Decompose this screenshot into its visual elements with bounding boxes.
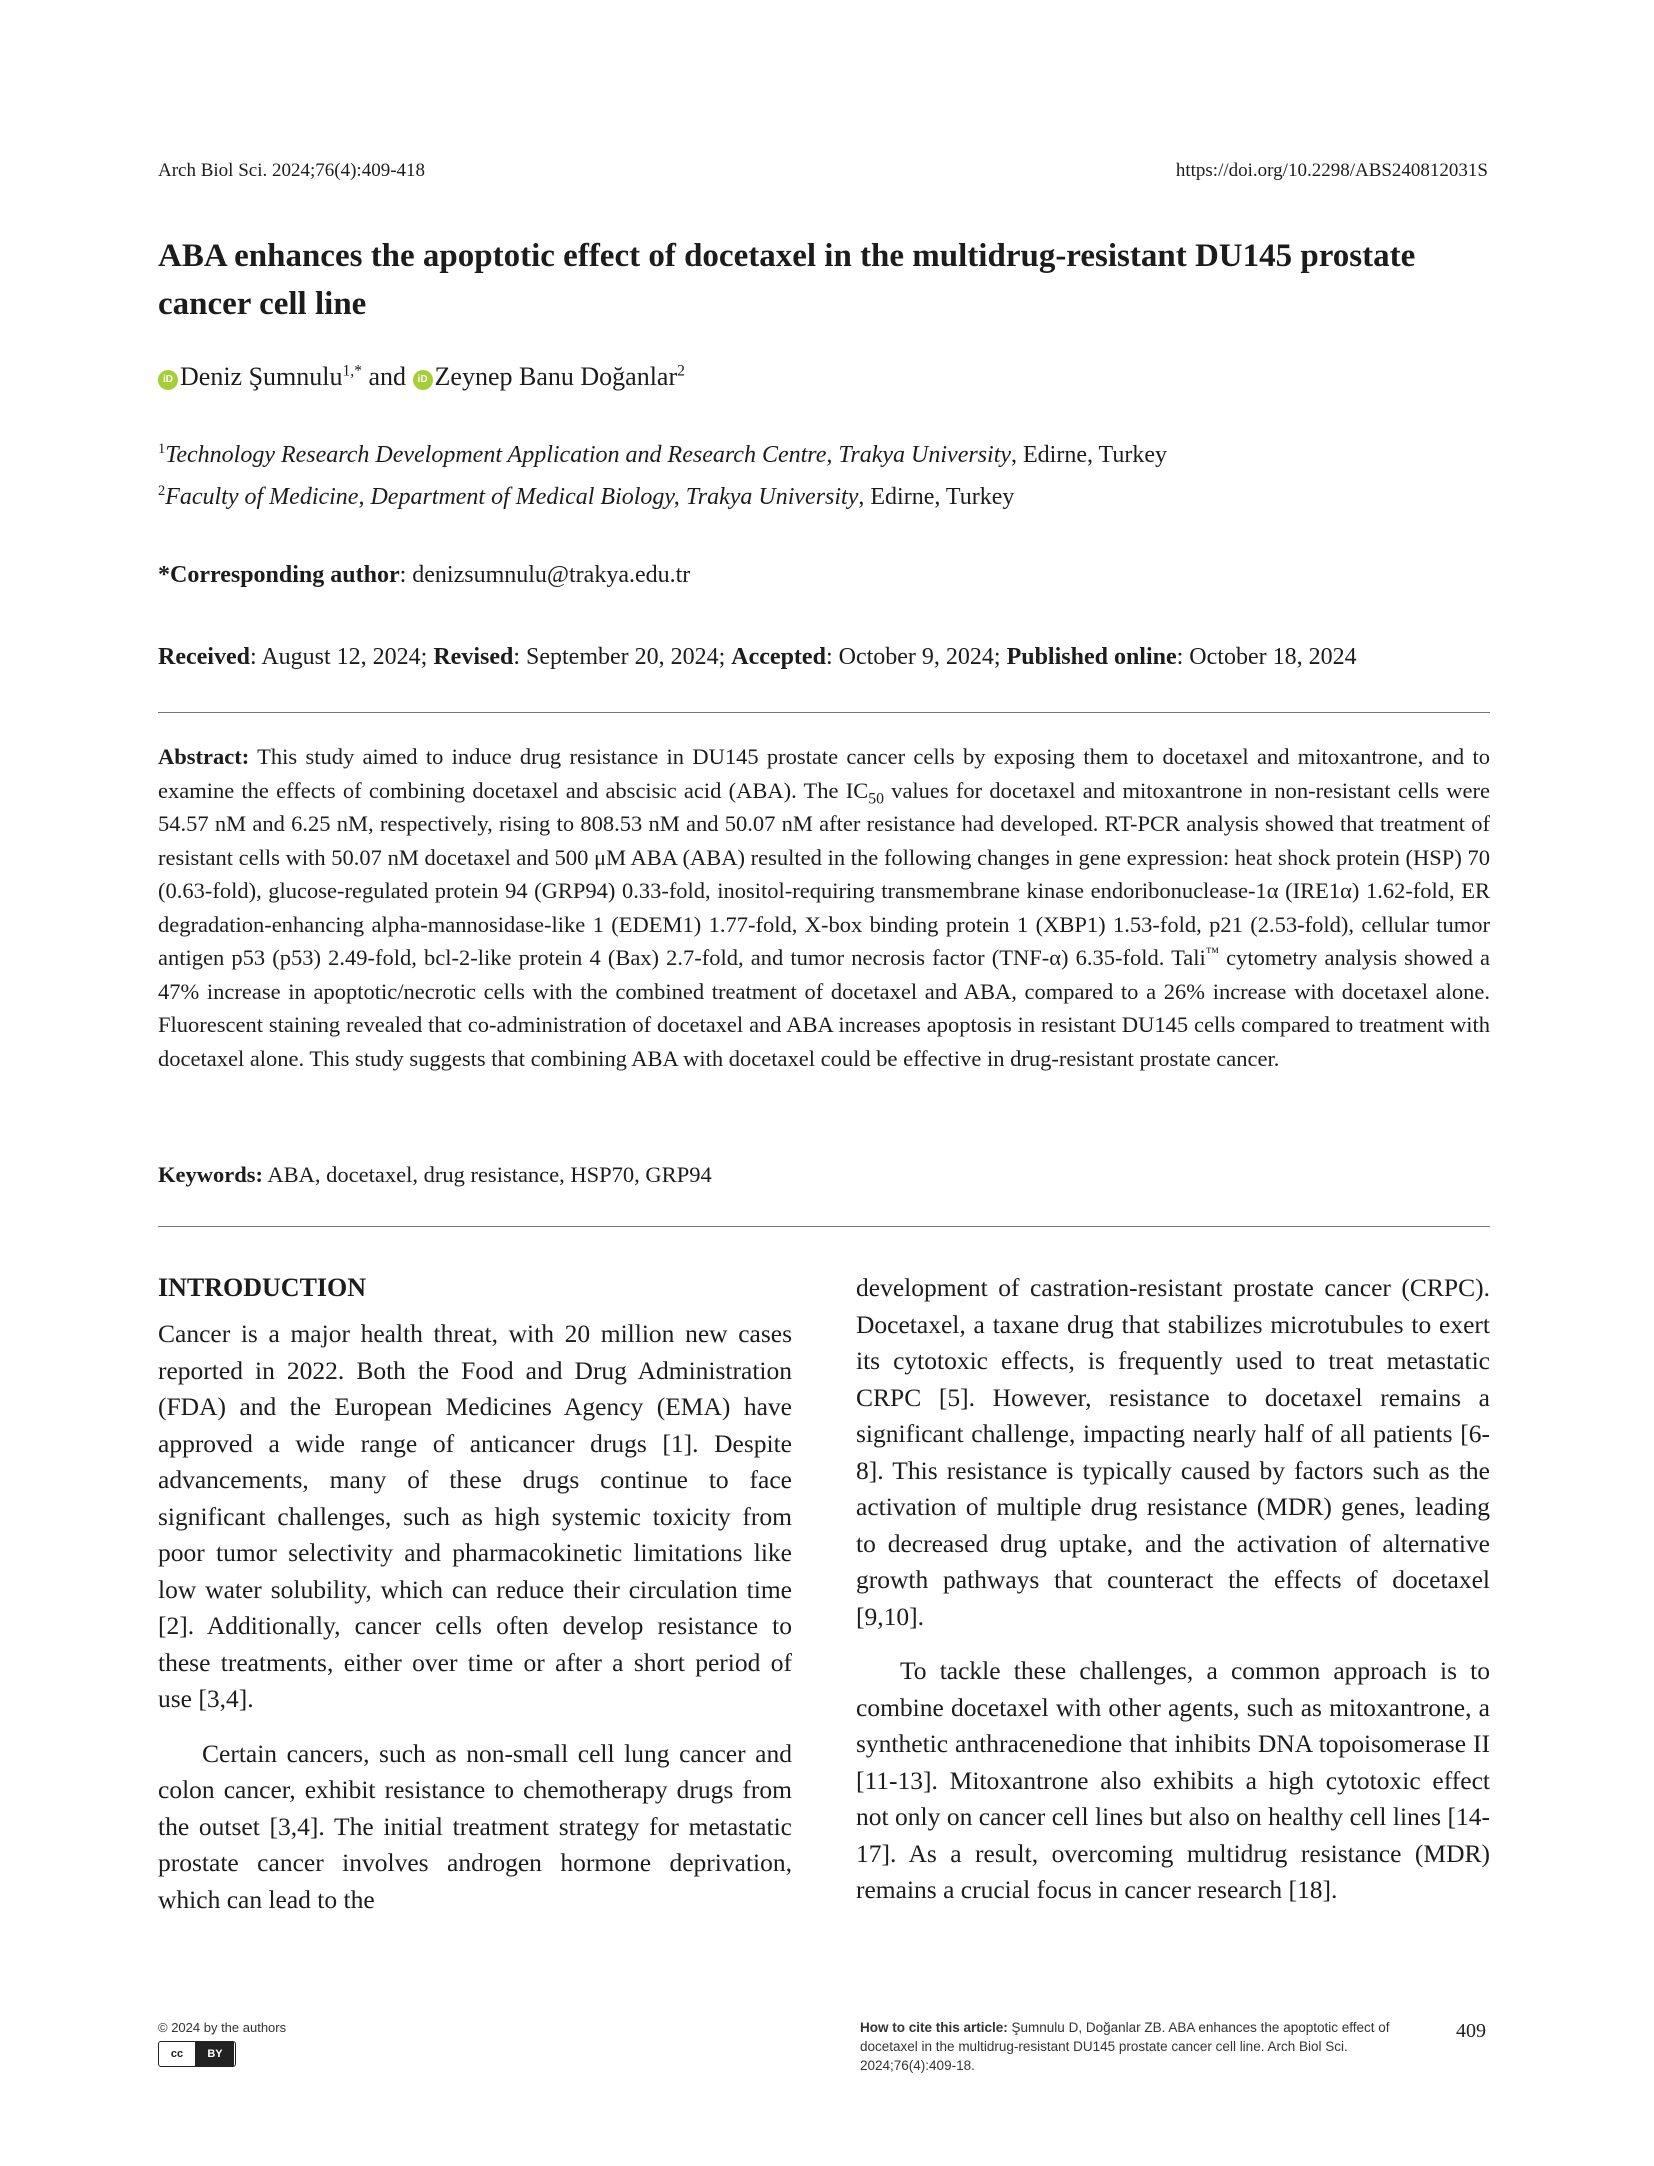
author-list [158,362,685,392]
author-separator: and [362,362,413,391]
corresponding-author [158,562,690,589]
author-superscript: 2 [677,362,685,380]
revised-label: Revised [433,644,514,670]
affiliation-institution: Faculty of Medicine, Department of Medical Biology, Trakya University [165,484,859,510]
affiliation-institution: Technology Research Development Application and Research Centre, Trakya University [165,442,1012,468]
accepted-date: : October 9, 2024; [825,644,1007,670]
body-paragraph: Cancer is a major health threat, with 20 million new cases reported in 2022. Both the Food and Drug Administration (FDA) and the European Medicines Agency (EMA) have approved a wide range of anticancer drugs [1]. Despite advancements, many of these drugs continue to face significant challenges, such as high systemic toxicity from poor tumor selectivity and pharmacokinetic limitations like low water solubility, which can reduce their circulation time [2]. Additionally, cancer cells often develop resistance to these treatments, either over time or after a short period of use [3,4]. [158,1319,792,1713]
orcid-icon[interactable]: iD [158,370,178,390]
keywords-text: ABA, docetaxel, drug resistance, HSP70, GRP94 [263,1162,712,1187]
section-heading: INTRODUCTION [158,1273,367,1302]
copyright-notice: © 2024 by the authors [158,2020,287,2035]
citation-text: Şumnulu D, Doğanlar ZB. ABA enhances the apoptotic effect of docetaxel in the multidrug-resistant DU145 prostate cancer cell line. Arch Biol Sci. 2024;76(4):409-18. [860,2020,1390,2073]
affiliation-2 [158,484,1014,511]
body-column-right [856,1270,1490,1909]
corresponding-email[interactable]: : denizsumnulu@trakya.edu.tr [399,562,691,588]
abstract-text: This study aimed to induce drug resistance in DU145 prostate cancer cells by exposing them to docetaxel and mitoxantrone, and to examine the effects of combining docetaxel and abscisic acid (ABA). The IC [158,744,1490,803]
divider [158,1226,1490,1227]
doi-link[interactable]: https://doi.org/10.2298/ABS240812031S [1175,160,1488,181]
affiliation-number: 1 [158,441,166,457]
revised-date: : September 20, 2024; [513,644,732,670]
cc-license-by: BY [196,2042,234,2066]
page-number: 409 [1456,2020,1486,2042]
affiliation-number: 2 [158,483,166,499]
article-title: ABA enhances the apoptotic effect of docetaxel in the multidrug-resistant DU145 prostate cancer cell line [158,238,1416,322]
published-date: : October 18, 2024 [1176,644,1357,670]
abstract-text: values for docetaxel and mitoxantrone in non-resistant cells were 54.57 nM and 6.25 nM, respectively, rising to 808.53 nM and 50.07 nM after resistance had developed. RT-PCR analysis showed that treatment of resistant cells with 50.07 nM docetaxel and 500 μM ABA (ABA) resulted in the following changes in gene expression: heat shock protein (HSP) 70 (0.63-fold), glucose-regulated protein 94 (GRP94) 0.33-fold, inositol-requiring transmembrane kinase endoribonuclease-1α (IRE1α) 1.62-fold, ER degradation-enhancing alpha-mannosidase-like 1 (EDEM1) 1.77-fold, X-box binding protein 1 (XBP1) 1.53-fold, p21 (2.53-fold), cellular tumor antigen p53 (p53) 2.49-fold, bcl-2-like protein 4 (Bax) 2.7-fold, and tumor necrosis factor (TNF-α) 6.35-fold. Tali [158,777,1490,970]
abstract-subscript: 50 [868,790,884,807]
affiliation-1 [158,442,1167,469]
author-name: Deniz Şumnulu [180,362,343,391]
body-column-left [158,1270,792,1918]
trademark-symbol: ™ [1205,944,1220,960]
abstract-text: cytometry analysis showed a 47% increase in apoptotic/necrotic cells with the combined treatment of docetaxel and ABA, compared to a 26% increase with docetaxel alone. Fluorescent staining revealed that co-administration of docetaxel and ABA increases apoptosis in resistant DU145 cells compared to treatment with docetaxel alone. This study suggests that combining ABA with docetaxel could be effective in drug-resistant prostate cancer. [158,945,1490,1071]
body-paragraph: development of castration-resistant prostate cancer (CRPC). Docetaxel, a taxane drug that stabilizes microtubules to exert its cytotoxic effects, is frequently used to treat metastatic CRPC [5]. However, resistance to docetaxel remains a significant challenge, impacting nearly half of all patients [6-8]. This resistance is typically caused by factors such as the activation of multiple drug resistance (MDR) genes, leading to decreased drug uptake, and the activation of alternative growth pathways that counteract the effects of docetaxel [9,10]. [856,1273,1490,1631]
received-label: Received [158,644,250,670]
cc-license-cc: cc [159,2042,196,2066]
abstract [158,740,1490,1075]
body-paragraph: Certain cancers, such as non-small cell lung cancer and colon cancer, exhibit resistance to chemotherapy drugs from the outset [3,4]. The initial treatment strategy for metastatic prostate cancer involves androgen hormone deprivation, which can lead to the [158,1738,792,1914]
cc-license-icon[interactable] [158,2041,236,2067]
accepted-label: Accepted [731,644,826,670]
body-paragraph: To tackle these challenges, a common approach is to combine docetaxel with other agents, such as mitoxantrone, a synthetic anthracenedione that inhibits DNA topoisomerase II [11-13]. Mitoxantrone also exhibits a high cytotoxic effect not only on cancer cell lines but also on healthy cell lines [14-17]. As a result, overcoming multidrug resistance (MDR) remains a crucial focus in cancer research [18]. [856,1656,1490,1904]
affiliation-location: , Edirne, Turkey [1011,442,1168,468]
citation-label: How to cite this article: [860,2020,1008,2035]
divider [158,712,1490,713]
orcid-icon[interactable]: iD [413,370,433,390]
author-superscript: 1,* [342,362,362,380]
keywords [158,1162,712,1188]
affiliation-location: , Edirne, Turkey [858,484,1015,510]
journal-reference: Arch Biol Sci. 2024;76(4):409-418 [158,160,426,181]
article-dates [158,644,1498,671]
abstract-label: Abstract: [158,744,250,769]
received-date: : August 12, 2024; [249,644,434,670]
citation [860,2018,1400,2075]
corresponding-label: *Corresponding author [158,562,400,588]
published-label: Published online [1006,644,1177,670]
author-name: Zeynep Banu Doğanlar [434,362,678,391]
keywords-label: Keywords: [158,1162,263,1187]
